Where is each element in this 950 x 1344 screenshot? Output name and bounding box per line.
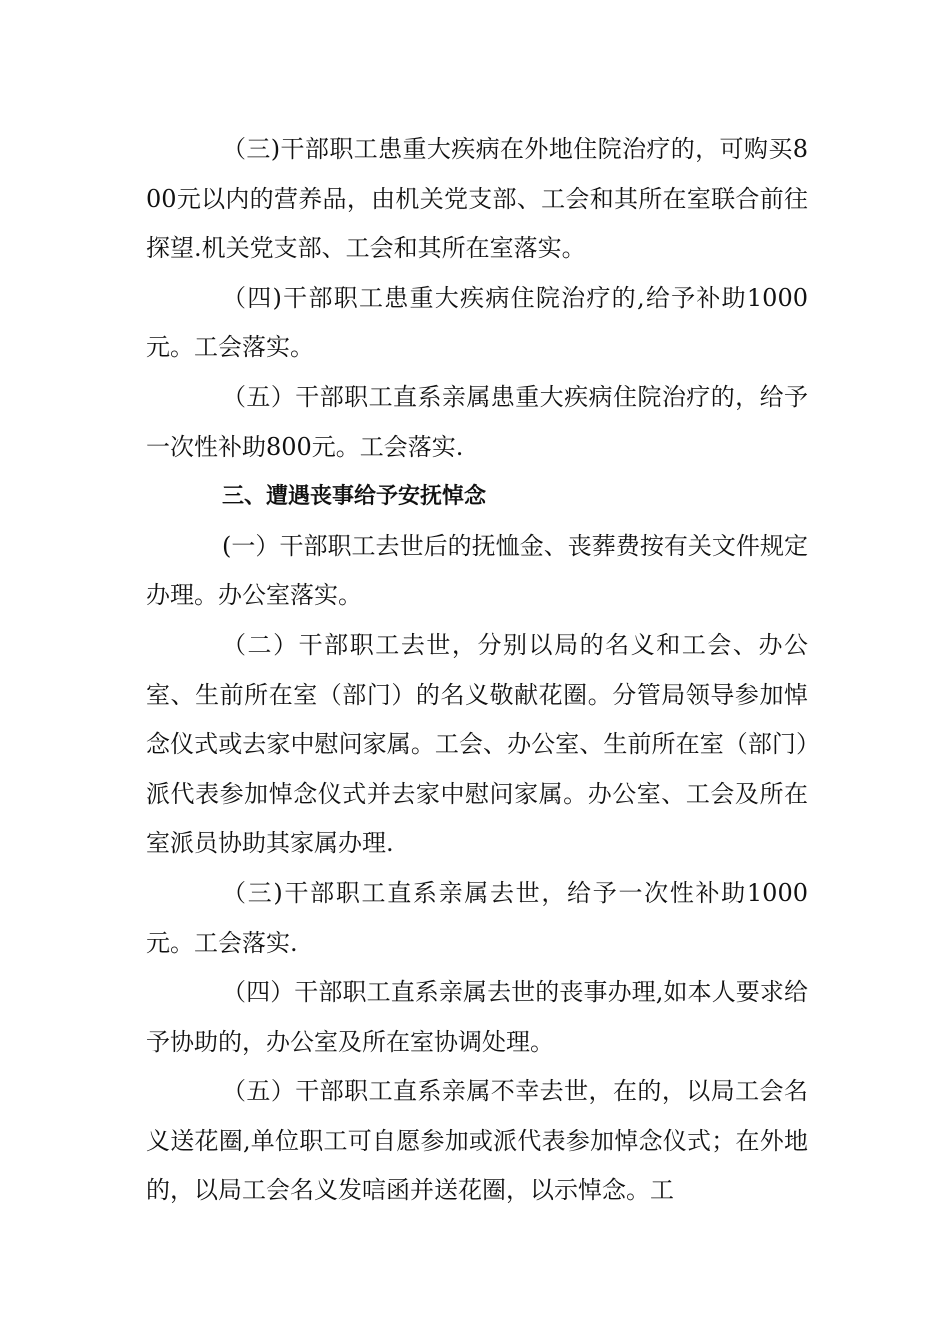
paragraph-5: （五）干部职工直系亲属患重大疾病住院治疗的，给予一次性补助800元。工会落实. <box>146 382 808 461</box>
document-body <box>146 125 808 1216</box>
paragraph-2: （二）干部职工去世，分别以局的名义和工会、办公室、生前所在室（部门）的名义敬献花圈。分管局领导参加悼念仪式或去家中慰问家属。工会、办公室、生前所在室（部门）派代表参加悼念仪式并去家中慰问家属。办公室、工会及所在室派员协助其家属办理. <box>146 630 808 858</box>
paragraph-4b: （四）干部职工直系亲属去世的丧事办理,如本人要求给予协助的，办公室及所在室协调处理。 <box>146 978 808 1056</box>
paragraph-3: （三)干部职工患重大疾病在外地住院治疗的，可购买800元以内的营养品，由机关党支部、工会和其所在室联合前往探望.机关党支部、工会和其所在室落实。 <box>146 135 808 263</box>
paragraph-5b: （五）干部职工直系亲属不幸去世，在的，以局工会名义送花圈,单位职工可自愿参加或派代表参加悼念仪式；在外地的，以局工会名义发唁函并送花圈，以示悼念。工 <box>146 1077 808 1205</box>
paragraph-4: （四)干部职工患重大疾病住院治疗的,给予补助1000元。工会落实。 <box>146 283 808 362</box>
section-heading: 三、遭遇丧事给予安抚悼念 <box>222 484 487 510</box>
paragraph-3b: （三)干部职工直系亲属去世，给予一次性补助1000元。工会落实. <box>146 878 808 957</box>
paragraph-1: (一）干部职工去世后的抚恤金、丧葬费按有关文件规定办理。办公室落实。 <box>146 531 808 610</box>
